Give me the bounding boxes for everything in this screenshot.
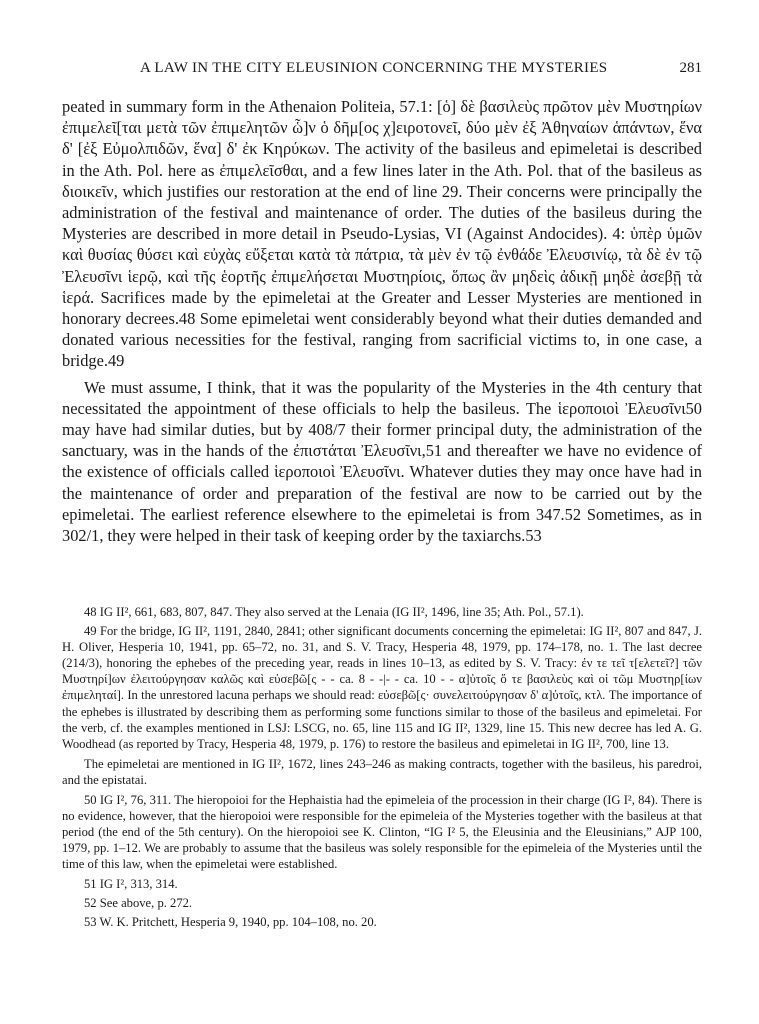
footnote-52: 52 See above, p. 272.	[84, 895, 193, 910]
page-header	[62, 60, 702, 82]
footnote-51: 51 IG I², 313, 314.	[84, 876, 178, 891]
footnotes	[62, 604, 702, 930]
main-text	[62, 96, 702, 546]
footnote-49-continued: The epimeletai are mentioned in IG II², 1672, lines 243–246 as making contracts, together with the basileus, his paredroi, and the epistatai.	[62, 756, 702, 787]
page-number: 281	[679, 60, 702, 76]
footnote-48: 48 IG II², 661, 683, 807, 847. They also served at the Lenaia (IG II², 1496, line 35; Ath. Pol., 57.1).	[84, 605, 584, 619]
footnote-50: 50 IG I², 76, 311. The hieropoioi for the Hephaistia had the epimeleia of the procession in their charge (IG I², 84). There is no evidence, however, that the hieropoioi were responsible for the epimeleia of the Mysteries together with the basileus at that period (the end of the 5th century). On the hieropoioi see K. Clinton, “IG I² 5, the Eleusinia and the Eleusinians,” AJP 100, 1979, pp. 1–12. We are probably to assume that the basileus was solely responsible for the epimeleia of the Mysteries until the time of this law, when the epimeletai were established.	[62, 793, 702, 872]
body-paragraph-2: We must assume, I think, that it was the popularity of the Mysteries in the 4th century that necessitated the appointment of these officials to help the basileus. The ἱεροποιοὶ Ἐλευσῖνι50 may have had similar duties, but by 408/7 their former principal duty, the administration of the sanctuary, was in the hands of the ἐπιστάται Ἐλευσῖνι,51 and thereafter we have no evidence of the existence of officials called ἱεροποιοὶ Ἐλευσῖνι. Whatever duties they may once have had in the maintenance of order and preparation of the festival are now to be carried out by the epimeletai. The earliest reference elsewhere to the epimeletai is from 347.52 Sometimes, as in 302/1, they were helped in their task of keeping order by the taxiarchs.53	[62, 377, 702, 546]
body-paragraph-1: peated in summary form in the Athenaion Politeia, 57.1: [ὁ] δὲ βασιλεὺς πρῶτον μὲν Μυστηρίων ἐπιμελεῖ[ται μετὰ τῶν ἐπιμελητῶν ὧ]ν ὁ δῆμ[ος χ]ειροτονεῖ, δύο μὲν ἐξ Ἀθηναίων ἁπάντων, ἕνα δ' [ἐξ Εὐμολπιδῶν, ἕνα] δ' ἐκ Κηρύκων. The activity of the basileus and epimeletai is described in the Ath. Pol. here as ἐπιμελεῖσθαι, and a few lines later in the Ath. Pol. that of the basileus as διοικεῖν, which justifies our restoration at the end of line 29. Their concerns were principally the administration of the festival and maintenance of order. The duties of the basileus during the Mysteries are described in more detail in Pseudo-Lysias, VI (Against Andocides). 4: ὑπὲρ ὑμῶν καὶ θυσίας θύσει καὶ εὐχὰς εὔξεται κατὰ τὰ πάτρια, τὰ μὲν ἐν τῷ ἐνθάδε Ἐλευσινίῳ, τὰ δὲ ἐν τῷ Ἐλευσῖνι ἱερῷ, καὶ τῆς ἑορτῆς ἐπιμελήσεται Μυστηρίοις, ὅπως ἂν μηδεὶς ἀδικῇ μηδὲ ἀσεβῇ τὰ ἱερά. Sacrifices made by the epimeletai at the Greater and Lesser Mysteries are mentioned in honorary decrees.48 Some epimeletai went considerably beyond what their duties demanded and donated various necessities for the festival, ranging from sacrificial victims to, in one case, a bridge.49	[62, 97, 702, 371]
footnote-53: 53 W. K. Pritchett, Hesperia 9, 1940, pp. 104–108, no. 20.	[84, 914, 377, 929]
footnote-49: 49 For the bridge, IG II², 1191, 2840, 2841; other significant documents concerning the epimeletai: IG II², 807 and 847, J. H. Oliver, Hesperia 10, 1941, pp. 65–72, no. 31, and S. V. Tracy, Hesperia 48, 1979, pp. 174–178, no. 1. The last decree (214/3), honoring the ephebes of the preceding year, reads in lines 10–13, as edited by S. V. Tracy: ἐν τε τεῖ τ[ελετεῖ?] τῶν Μυστηρί]ων ἐλειτούργησαν καλῶς καὶ εὐσεβῶ[ς - - ca. 8 - -|- - ca. 10 - - α]ὐτοῖς ὅ τε βασιλεὺς καὶ οἱ τῶμ Μυστηρ[ίων ἐπιμεληταί]. In the unrestored lacuna perhaps we should read: εὐσεβῶ[ς· συνελειτούργησαν δ' α]ὐτοῖς, κτλ. The importance of the ephebes is illustrated by describing them as performing some functions similar to those of the basileus and epimeletai. For the verb, cf. the examples mentioned in LSJ: LSCG, no. 65, line 115 and IG II², 1329, line 15. This new decree has led A. G. Woodhead (as reported by Tracy, Hesperia 48, 1979, p. 176) to restore the basileus and epimeletai in IG II², 700, line 13.	[62, 624, 702, 751]
running-head: A LAW IN THE CITY ELEUSINION CONCERNING THE MYSTERIES	[140, 60, 608, 76]
